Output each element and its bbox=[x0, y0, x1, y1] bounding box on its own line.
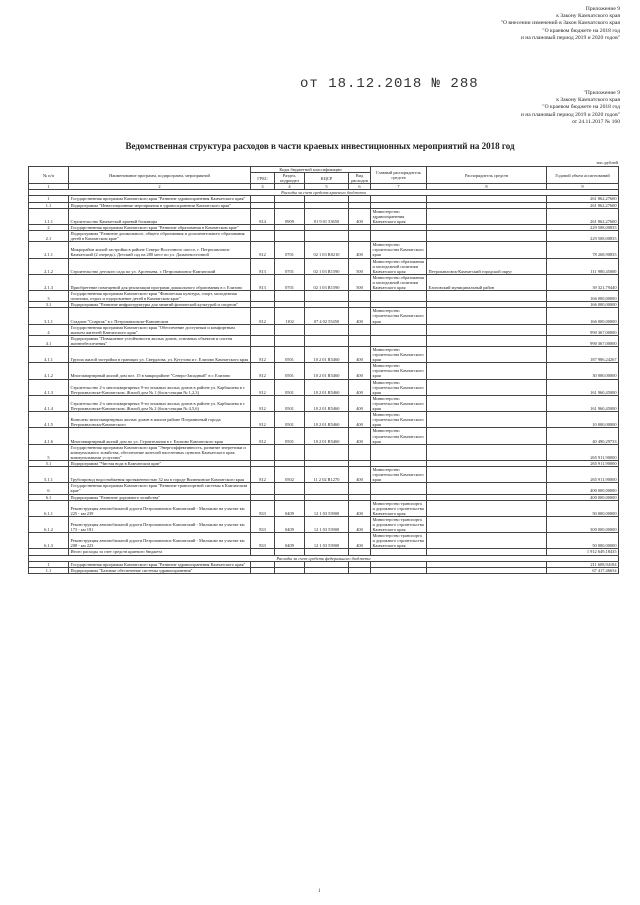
cell-sum: 400 000,00000 bbox=[547, 494, 619, 500]
cell-rzpr: 0501 bbox=[275, 363, 305, 379]
cell-ksr: 12 1 03 53900 bbox=[305, 516, 349, 532]
cell-sum: 40 490,29733 bbox=[547, 428, 619, 444]
cell-name: Стадион "Спартак" в г. Петропавловске-Камчатском bbox=[69, 308, 251, 324]
cell-gr: Министерство строительства Камчатского края bbox=[371, 412, 427, 428]
cell-ksr: 02 1 03 R1590 bbox=[305, 274, 349, 290]
cell-grbs: 812 bbox=[251, 242, 275, 258]
cell-name: Государственная программа Камчатского края "Физическая культура, спорт, молодежная политика, отдых и оздоровление детей в Камчатском крае" bbox=[69, 291, 251, 302]
cell-name: Подпрограмма "Инвестиционные мероприятия в здравоохранении Камчатского края" bbox=[69, 202, 251, 208]
cell-grbs: 812 bbox=[251, 363, 275, 379]
cell-rzpr bbox=[275, 483, 305, 494]
cell-sum: 261 862,27600 bbox=[547, 202, 619, 208]
cell-num: 3 bbox=[29, 291, 69, 302]
col-header-num: № п/п bbox=[29, 167, 69, 184]
cell-gr bbox=[371, 291, 427, 302]
cell-rzpr bbox=[275, 291, 305, 302]
header-line: "О внесении изменений в Закон Камчатского края bbox=[500, 20, 620, 27]
cell-ksr: 10 2 01 R5460 bbox=[305, 347, 349, 363]
cell-name: Государственная программа Камчатского края "Энергоэффективность, развитие энергетики и коммунального хозяйства, обеспечение жителей населенных пунктов Камчатского края коммунальными услугами" bbox=[69, 444, 251, 460]
section-title: Расходы за счет средств краевого бюджета bbox=[29, 190, 619, 196]
cell-rs bbox=[427, 335, 547, 346]
cell-rs bbox=[427, 516, 547, 532]
cell-name: Строительство Камчатской краевой больницы bbox=[69, 208, 251, 224]
cell-sum: 265 911,90000 bbox=[547, 444, 619, 460]
header-line: к Закону Камчатского края bbox=[556, 97, 620, 104]
cell-vr bbox=[349, 231, 371, 242]
table-row bbox=[29, 231, 619, 242]
cell-vr: 400 bbox=[349, 533, 371, 549]
page-number: 1 bbox=[318, 889, 321, 894]
cell-rzpr: 0409 bbox=[275, 500, 305, 516]
col-number: 1 bbox=[29, 184, 69, 190]
header-line: и на плановый период 2019 и 2020 годов" bbox=[520, 111, 620, 118]
expense-table bbox=[28, 166, 619, 574]
cell-ksr bbox=[305, 444, 349, 460]
table-row bbox=[29, 208, 619, 224]
cell-rs bbox=[427, 363, 547, 379]
cell-num: 3.1.1 bbox=[29, 308, 69, 324]
cell-grbs bbox=[251, 324, 275, 335]
cell-name: Подпрограмма "Развитие инфраструктуры для занятий физической культурой и спортом" bbox=[69, 302, 251, 308]
cell-ksr bbox=[305, 324, 349, 335]
cell-name: Многоквартирный жилой дом по ул. Строительная в г. Елизово Камчатского края bbox=[69, 428, 251, 444]
cell-num: 4.1.2 bbox=[29, 363, 69, 379]
cell-sum: 300 000,00000 bbox=[547, 516, 619, 532]
cell-num: 5.1 bbox=[29, 460, 69, 466]
cell-grbs: 814 bbox=[251, 208, 275, 224]
cell-rzpr: 0701 bbox=[275, 274, 305, 290]
cell-vr: 400 bbox=[349, 467, 371, 483]
cell-num: 4.1.5 bbox=[29, 412, 69, 428]
cell-sum: 211 608,94184 bbox=[547, 561, 619, 567]
cell-grbs: 813 bbox=[251, 258, 275, 274]
cell-vr: 400 bbox=[349, 412, 371, 428]
cell-vr: 400 bbox=[349, 308, 371, 324]
cell-ksr: 01 9 01 53650 bbox=[305, 208, 349, 224]
cell-sum: 50 000,00000 bbox=[547, 533, 619, 549]
cell-vr: 400 bbox=[349, 516, 371, 532]
cell-num: 4.1.3 bbox=[29, 379, 69, 395]
cell-rs bbox=[427, 242, 547, 258]
table-row bbox=[29, 533, 619, 549]
cell-gr bbox=[371, 231, 427, 242]
cell-name: Государственная программа Камчатского края "Развитие образования в Камчатском крае" bbox=[69, 224, 251, 230]
cell-num: 1 bbox=[29, 196, 69, 202]
cell-gr: Министерство образования и молодежной политики Камчатского края bbox=[371, 274, 427, 290]
cell-rs: Елизовский муниципальный район bbox=[427, 274, 547, 290]
cell-grbs: 812 bbox=[251, 347, 275, 363]
col-header-ksr: КЦСР bbox=[305, 173, 349, 184]
col-number: 4 bbox=[275, 184, 305, 190]
cell-gr: Министерство строительства Камчатского края bbox=[371, 242, 427, 258]
cell-name: Реконструкция автомобильной дороги Петропавловск-Камчатский - Мильково на участке км 225 - км 239 bbox=[69, 500, 251, 516]
table-row bbox=[29, 324, 619, 335]
cell-ksr: 11 2 02 R1270 bbox=[305, 467, 349, 483]
table-row bbox=[29, 395, 619, 411]
cell-ksr: 10 2 01 R5460 bbox=[305, 428, 349, 444]
cell-gr: Министерство образования и молодежной политики Камчатского края bbox=[371, 258, 427, 274]
cell-name: Строительство детского сада по ул. Арсеньева, г. Петропавловск-Камчатский bbox=[69, 258, 251, 274]
col-header-sum: Годовой объем ассигнований bbox=[547, 167, 619, 184]
date-stamp: от 18.12.2018 № 288 bbox=[300, 76, 479, 92]
section-title: Расходы за счет средств федерального бюджета bbox=[29, 555, 619, 561]
cell-num: 6.1.2 bbox=[29, 516, 69, 532]
cell-vr bbox=[349, 483, 371, 494]
col-number: 3 bbox=[251, 184, 275, 190]
table-row bbox=[29, 516, 619, 532]
appendix-header-top bbox=[380, 6, 620, 42]
cell-rzpr: 0909 bbox=[275, 208, 305, 224]
cell-grbs bbox=[251, 335, 275, 346]
cell-grbs: 812 bbox=[251, 412, 275, 428]
cell-sum: 161 960,45000 bbox=[547, 395, 619, 411]
cell-sum: 1 912 649,18435 bbox=[547, 549, 619, 555]
cell-num: 1.1 bbox=[29, 567, 69, 573]
table-row bbox=[29, 308, 619, 324]
cell-name: Реконструкция автомобильной дороги Петропавловск-Камчатский - Мильково на участке км 173 - км 181 bbox=[69, 516, 251, 532]
table-row bbox=[29, 335, 619, 346]
cell-num: 4.1.1 bbox=[29, 347, 69, 363]
cell-grbs: 812 bbox=[251, 395, 275, 411]
cell-num: 2.1 bbox=[29, 231, 69, 242]
cell-vr bbox=[349, 444, 371, 460]
cell-rzpr: 0701 bbox=[275, 242, 305, 258]
cell-rs bbox=[427, 533, 547, 549]
cell-gr: Министерство строительства Камчатского края bbox=[371, 467, 427, 483]
cell-rs bbox=[427, 347, 547, 363]
cell-gr: Министерство строительства Камчатского края bbox=[371, 363, 427, 379]
table-row bbox=[29, 363, 619, 379]
cell-num: 1.1.1 bbox=[29, 208, 69, 224]
cell-grbs: 833 bbox=[251, 516, 275, 532]
cell-sum: 39 321,79440 bbox=[547, 274, 619, 290]
cell-num: 1.1 bbox=[29, 202, 69, 208]
cell-name: Трубопровод водоснабжения протяженностью 32 км в городе Вилючинске Камчатского края bbox=[69, 467, 251, 483]
cell-num: 4.1.4 bbox=[29, 395, 69, 411]
table-row bbox=[29, 428, 619, 444]
cell-gr: Министерство здравоохранения Камчатского края bbox=[371, 208, 427, 224]
col-header-gr: Главный распорядитель средств bbox=[371, 167, 427, 184]
cell-rs bbox=[427, 324, 547, 335]
cell-ksr: 02 1 03 R1590 bbox=[305, 258, 349, 274]
cell-rs bbox=[427, 379, 547, 395]
cell-name: Строительство 2-х многоквартирных 9-ти этажных жилых домов в районе ул. Карбышева в г. Петропавловске-Камчатском. Жилой дом № 1 (блок-секции № 1,2,3) bbox=[69, 379, 251, 395]
cell-name: Подпрограмма "Базовые обеспечение системы здравоохранения" bbox=[69, 567, 251, 573]
cell-name: Подпрограмма "Развитие дошкольного, общего образования и дополнительного образования детей в Камчатском крае" bbox=[69, 231, 251, 242]
cell-gr bbox=[371, 444, 427, 460]
cell-num: 6.1.1 bbox=[29, 500, 69, 516]
cell-vr: 400 bbox=[349, 428, 371, 444]
cell-rzpr: 0409 bbox=[275, 533, 305, 549]
cell-gr: Министерство строительства Камчатского края bbox=[371, 395, 427, 411]
cell-rzpr: 1102 bbox=[275, 308, 305, 324]
cell-sum: 265 911,90000 bbox=[547, 460, 619, 466]
cell-sum: 265 911,90000 bbox=[547, 467, 619, 483]
cell-vr: 400 bbox=[349, 347, 371, 363]
cell-num: 5.1.1 bbox=[29, 467, 69, 483]
cell-grbs bbox=[251, 231, 275, 242]
cell-vr bbox=[349, 335, 371, 346]
cell-vr: 400 bbox=[349, 242, 371, 258]
cell-sum: 187 986,24267 bbox=[547, 347, 619, 363]
cell-sum: 10 000,00000 bbox=[547, 412, 619, 428]
cell-ksr: 12 1 03 53900 bbox=[305, 533, 349, 549]
table-row bbox=[29, 412, 619, 428]
cell-sum: 261 862,27600 bbox=[547, 208, 619, 224]
cell-rzpr bbox=[275, 231, 305, 242]
cell-vr: 400 bbox=[349, 379, 371, 395]
col-number: 9 bbox=[547, 184, 619, 190]
header-line: Приложение 9 bbox=[585, 6, 620, 12]
header-line: к Закону Камчатского края bbox=[556, 13, 620, 20]
cell-name: Государственная программа Камчатского края "Развитие здравоохранения Камчатского края" bbox=[69, 561, 251, 567]
cell-rs bbox=[427, 308, 547, 324]
cell-ksr: 12 1 03 53900 bbox=[305, 500, 349, 516]
cell-num: 2.1.1 bbox=[29, 242, 69, 258]
cell-rzpr: 0501 bbox=[275, 428, 305, 444]
cell-sum: 111 980,45000 bbox=[547, 258, 619, 274]
cell-rs: Петропавловск-Камчатский городской округ bbox=[427, 258, 547, 274]
cell-rzpr: 0701 bbox=[275, 258, 305, 274]
cell-num: 1 bbox=[29, 561, 69, 567]
cell-num: 2 bbox=[29, 224, 69, 230]
cell-rzpr bbox=[275, 567, 305, 573]
cell-name: Микрорайон жилой застройки в районе Северо-Восточного шоссе, г. Петропавловск-Камчатский (2 очередь). Детский сад на 280 мест по ул. Дальневосточной bbox=[69, 242, 251, 258]
cell-sum: 990 367,00000 bbox=[547, 324, 619, 335]
cell-ksr: 02 1 03 R0210 bbox=[305, 242, 349, 258]
table-row bbox=[29, 467, 619, 483]
cell-name: Подпрограмма "Чистая вода в Камчатском крае" bbox=[69, 460, 251, 466]
cell-rzpr: 0409 bbox=[275, 516, 305, 532]
col-header-grbs: ГРБС bbox=[251, 173, 275, 184]
cell-ksr bbox=[305, 567, 349, 573]
cell-num: 5 bbox=[29, 444, 69, 460]
cell-ksr bbox=[305, 483, 349, 494]
col-header-rs: Распорядитель средств bbox=[427, 167, 547, 184]
cell-rzpr: 0501 bbox=[275, 347, 305, 363]
cell-vr bbox=[349, 567, 371, 573]
cell-name: Подпрограмма "Повышение устойчивости жилых домов, основных объектов и систем жизнеобеспечения" bbox=[69, 335, 251, 346]
table-row bbox=[29, 500, 619, 516]
header-line: "Приложение 9 bbox=[583, 90, 620, 96]
header-line: "О краевом бюджете на 2018 год bbox=[542, 27, 620, 34]
cell-gr: Министерство транспорта и дорожного строительства Камчатского края bbox=[371, 500, 427, 516]
cell-ksr: 10 2 01 R5460 bbox=[305, 363, 349, 379]
col-number: 2 bbox=[69, 184, 251, 190]
cell-rzpr bbox=[275, 444, 305, 460]
cell-rs bbox=[427, 395, 547, 411]
cell-grbs: 813 bbox=[251, 274, 275, 290]
cell-ksr: 07 4 02 55450 bbox=[305, 308, 349, 324]
cell-vr bbox=[349, 324, 371, 335]
document-title: Ведомственная структура расходов в части краевых инвестиционных мероприятий на 2018 год bbox=[125, 141, 515, 151]
cell-grbs: 812 bbox=[251, 428, 275, 444]
cell-rs bbox=[427, 231, 547, 242]
cell-num: 2.1.3 bbox=[29, 274, 69, 290]
col-number: 6 bbox=[349, 184, 371, 190]
cell-num: 6.1 bbox=[29, 494, 69, 500]
cell-num: 4.1.6 bbox=[29, 428, 69, 444]
table-row bbox=[29, 242, 619, 258]
cell-sum: 166 000,00000 bbox=[547, 308, 619, 324]
cell-gr: Министерство транспорта и дорожного строительства Камчатского края bbox=[371, 533, 427, 549]
cell-name: Итого расходы за счет средств краевого бюджета bbox=[69, 549, 251, 555]
cell-rzpr: 0501 bbox=[275, 412, 305, 428]
table-row bbox=[29, 258, 619, 274]
cell-rs bbox=[427, 467, 547, 483]
cell-gr bbox=[371, 567, 427, 573]
cell-sum: 990 367,00000 bbox=[547, 335, 619, 346]
cell-grbs bbox=[251, 567, 275, 573]
cell-vr: 400 bbox=[349, 500, 371, 516]
col-number: 5 bbox=[305, 184, 349, 190]
cell-vr: 400 bbox=[349, 395, 371, 411]
cell-num: 2.1.2 bbox=[29, 258, 69, 274]
table-row bbox=[29, 274, 619, 290]
cell-gr bbox=[371, 324, 427, 335]
cell-num: 6 bbox=[29, 483, 69, 494]
cell-ksr bbox=[305, 335, 349, 346]
table-row bbox=[29, 567, 619, 573]
table-row bbox=[29, 444, 619, 460]
col-number: 7 bbox=[371, 184, 427, 190]
cell-sum: 400 000,00000 bbox=[547, 483, 619, 494]
table-row bbox=[29, 483, 619, 494]
cell-sum: 50 000,00000 bbox=[547, 500, 619, 516]
cell-gr: Министерство строительства Камчатского края bbox=[371, 347, 427, 363]
cell-name: Группа жилой застройки в границах ул. Свердлова, ул. Кутузова и г. Елизово Камчатского края bbox=[69, 347, 251, 363]
appendix-header-bottom bbox=[380, 90, 620, 126]
cell-grbs: 812 bbox=[251, 467, 275, 483]
cell-vr: 400 bbox=[349, 363, 371, 379]
cell-sum: 261 862,27600 bbox=[547, 196, 619, 202]
col-number: 8 bbox=[427, 184, 547, 190]
cell-rs bbox=[427, 567, 547, 573]
cell-num: 3.1 bbox=[29, 302, 69, 308]
cell-gr bbox=[371, 483, 427, 494]
cell-num: 4 bbox=[29, 324, 69, 335]
cell-gr: Министерство транспорта и дорожного строительства Камчатского края bbox=[371, 516, 427, 532]
col-header-codes: Коды бюджетной классификации bbox=[251, 167, 371, 173]
header-line: и на плановый период 2019 и 2020 годов" bbox=[520, 34, 620, 41]
cell-name: Государственная программа Камчатского края "Развитие здравоохранения Камчатского края" bbox=[69, 196, 251, 202]
cell-rs bbox=[427, 500, 547, 516]
cell-num: 4.1 bbox=[29, 335, 69, 346]
header-line: "О краевом бюджете на 2018 год bbox=[542, 104, 620, 111]
cell-name: Реконструкция автомобильной дороги Петропавловск-Камчатский - Мильково на участке км 208 - км 223 bbox=[69, 533, 251, 549]
cell-sum: 30 000,00000 bbox=[547, 363, 619, 379]
cell-sum: 67 417,46654 bbox=[547, 567, 619, 573]
cell-name: Комплекс многоквартирных жилых домов в жилом районе Пограничный города Петропавловска-Камчатского bbox=[69, 412, 251, 428]
table-row bbox=[29, 291, 619, 302]
cell-rs bbox=[427, 444, 547, 460]
col-header-vr: Вид расходов bbox=[349, 173, 371, 184]
cell-rs bbox=[427, 291, 547, 302]
cell-gr: Министерство строительства Камчатского края bbox=[371, 308, 427, 324]
cell-rs bbox=[427, 428, 547, 444]
cell-ksr: 10 2 01 R5460 bbox=[305, 379, 349, 395]
table-header-row bbox=[29, 167, 619, 173]
cell-grbs bbox=[251, 291, 275, 302]
cell-name: Многоквартирный жилой дом поз. 15 в микрорайоне "Северо-Западный" в г. Елизово bbox=[69, 363, 251, 379]
cell-grbs: 812 bbox=[251, 379, 275, 395]
cell-grbs: 833 bbox=[251, 533, 275, 549]
table-row bbox=[29, 347, 619, 363]
table-row bbox=[29, 379, 619, 395]
cell-rs bbox=[427, 412, 547, 428]
cell-grbs bbox=[251, 444, 275, 460]
cell-sum: 161 960,45000 bbox=[547, 379, 619, 395]
unit-label: тыс.рублей bbox=[596, 160, 618, 165]
col-header-rzpr: Раздел, подраздел bbox=[275, 173, 305, 184]
cell-name: Строительство 2-х многоквартирных 9-ти этажных жилых домов в районе ул. Карбышева в г. Петропавловске-Камчатском. Жилой дом № 2 (блок-секции № 4,5,6) bbox=[69, 395, 251, 411]
cell-sum: 229 508,00835 bbox=[547, 224, 619, 230]
cell-ksr: 10 2 01 R5460 bbox=[305, 412, 349, 428]
cell-sum: 78 268,90835 bbox=[547, 242, 619, 258]
cell-grbs: 812 bbox=[251, 308, 275, 324]
cell-grbs bbox=[251, 483, 275, 494]
cell-gr: Министерство строительства Камчатского края bbox=[371, 428, 427, 444]
cell-rzpr: 0501 bbox=[275, 379, 305, 395]
cell-name: Государственная программа Камчатского края "Обеспечение доступным и комфортным жильем жителей Камчатского края" bbox=[69, 324, 251, 335]
cell-vr: 500 bbox=[349, 258, 371, 274]
cell-sum: 166 000,00000 bbox=[547, 291, 619, 302]
cell-sum: 229 508,00835 bbox=[547, 231, 619, 242]
cell-ksr: 10 2 01 R5460 bbox=[305, 395, 349, 411]
cell-ksr bbox=[305, 291, 349, 302]
cell-rs bbox=[427, 483, 547, 494]
cell-vr bbox=[349, 291, 371, 302]
cell-rzpr: 0502 bbox=[275, 467, 305, 483]
col-header-name: Наименование программ, подпрограмм, мероприятий bbox=[69, 167, 251, 184]
cell-num: 6.1.3 bbox=[29, 533, 69, 549]
cell-sum: 166 000,00000 bbox=[547, 302, 619, 308]
cell-grbs: 833 bbox=[251, 500, 275, 516]
cell-name: Подпрограмма "Развитие дорожного хозяйства" bbox=[69, 494, 251, 500]
cell-gr bbox=[371, 335, 427, 346]
cell-vr: 400 bbox=[349, 208, 371, 224]
table-body bbox=[29, 190, 619, 573]
cell-rs bbox=[427, 208, 547, 224]
cell-rzpr: 0501 bbox=[275, 395, 305, 411]
header-line: от 24.11.2017 № 160 bbox=[571, 118, 620, 125]
cell-gr: Министерство строительства Камчатского края bbox=[371, 379, 427, 395]
cell-rzpr bbox=[275, 335, 305, 346]
cell-name: Приобретение помещений для реализации программ дошкольного образования в г. Елизово bbox=[69, 274, 251, 290]
cell-ksr bbox=[305, 231, 349, 242]
cell-vr: 500 bbox=[349, 274, 371, 290]
cell-name: Государственная программа Камчатского края "Развитие транспортной системы в Камчатском крае" bbox=[69, 483, 251, 494]
cell-rzpr bbox=[275, 324, 305, 335]
